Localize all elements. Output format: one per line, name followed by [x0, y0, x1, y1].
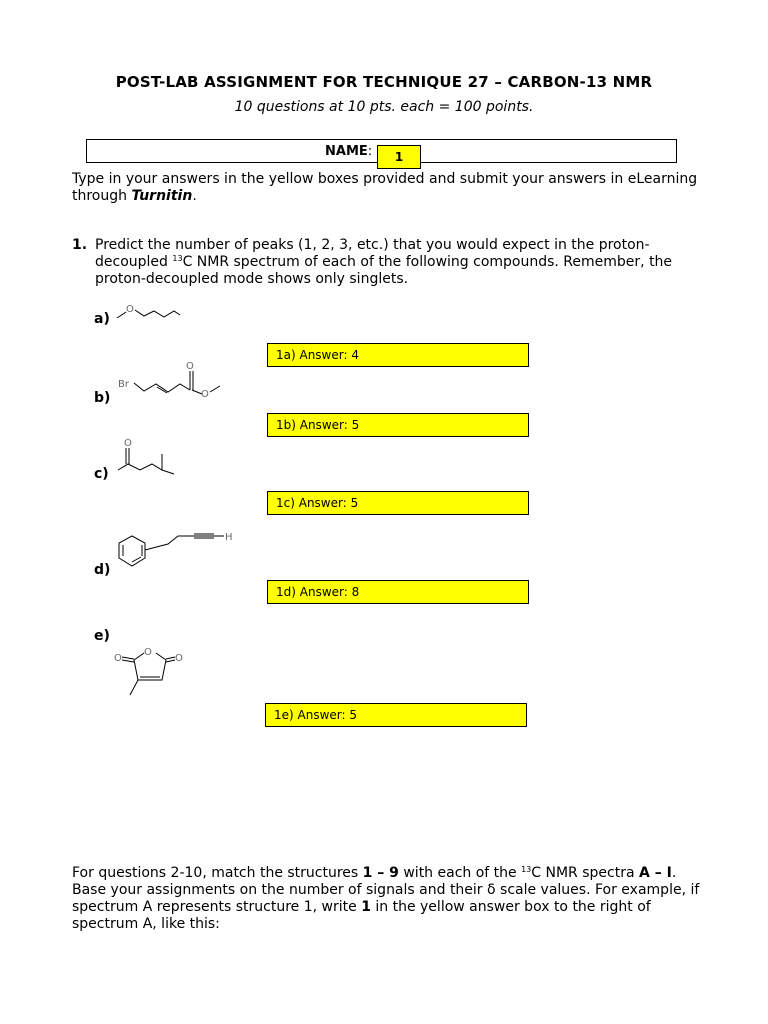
answer-box-1d[interactable]: 1d) Answer: 8 — [267, 580, 529, 604]
part-a-label: a) — [94, 311, 110, 327]
structure-a — [116, 300, 182, 324]
structure-b — [116, 356, 226, 402]
answer-box-1e[interactable]: 1e) Answer: 5 — [265, 703, 527, 727]
structure-c — [116, 436, 182, 476]
structure-e — [112, 644, 192, 700]
structure-d — [114, 524, 238, 574]
instructions: Type in your answers in the yellow boxes provided and submit your answers in eLearning through Turnitin. — [72, 171, 698, 204]
page-subtitle: 10 questions at 10 pts. each = 100 points. — [234, 99, 534, 115]
oxygen-label: O — [186, 361, 194, 372]
part-c-label: c) — [94, 466, 109, 482]
name-label: NAME: — [325, 144, 373, 159]
matching-instructions: For questions 2-10, match the structures 1 – 9 with each of the $^{13}$C NMR spectra A – I. Base your assignments on the number of signals and their δ scale values. For example, if spectrum A represents structure 1, write 1 in the yellow answer box to the right of spectrum A, like this: — [72, 865, 700, 932]
oxygen-label: O — [201, 389, 209, 400]
hydrogen-label: H — [225, 532, 233, 543]
bromine-label: Br — [118, 379, 129, 390]
part-d-label: d) — [94, 562, 111, 578]
answer-box-1a[interactable]: 1a) Answer: 4 — [267, 343, 529, 367]
question-1-number: 1. — [72, 237, 88, 253]
turnitin-emphasis: Turnitin — [131, 188, 193, 204]
oxygen-label: O — [144, 647, 152, 658]
part-e-label: e) — [94, 628, 110, 644]
page-title: POST-LAB ASSIGNMENT FOR TECHNIQUE 27 – CARBON-13 NMR — [115, 73, 653, 91]
answer-box-1b[interactable]: 1b) Answer: 5 — [267, 413, 529, 437]
annotation-flag: 1 — [377, 145, 421, 169]
question-1-text: Predict the number of peaks (1, 2, 3, etc.) that you would expect in the proton- decoupled $^{13}$C NMR spectrum of each of the following compounds. Remember, the proton-decoupled mode shows only singlets. — [95, 237, 673, 287]
answer-box-1c[interactable]: 1c) Answer: 5 — [267, 491, 529, 515]
oxygen-label: O — [126, 304, 134, 315]
oxygen-label: O — [175, 653, 183, 664]
oxygen-label: O — [124, 438, 132, 449]
part-b-label: b) — [94, 390, 111, 406]
oxygen-label: O — [114, 653, 122, 664]
